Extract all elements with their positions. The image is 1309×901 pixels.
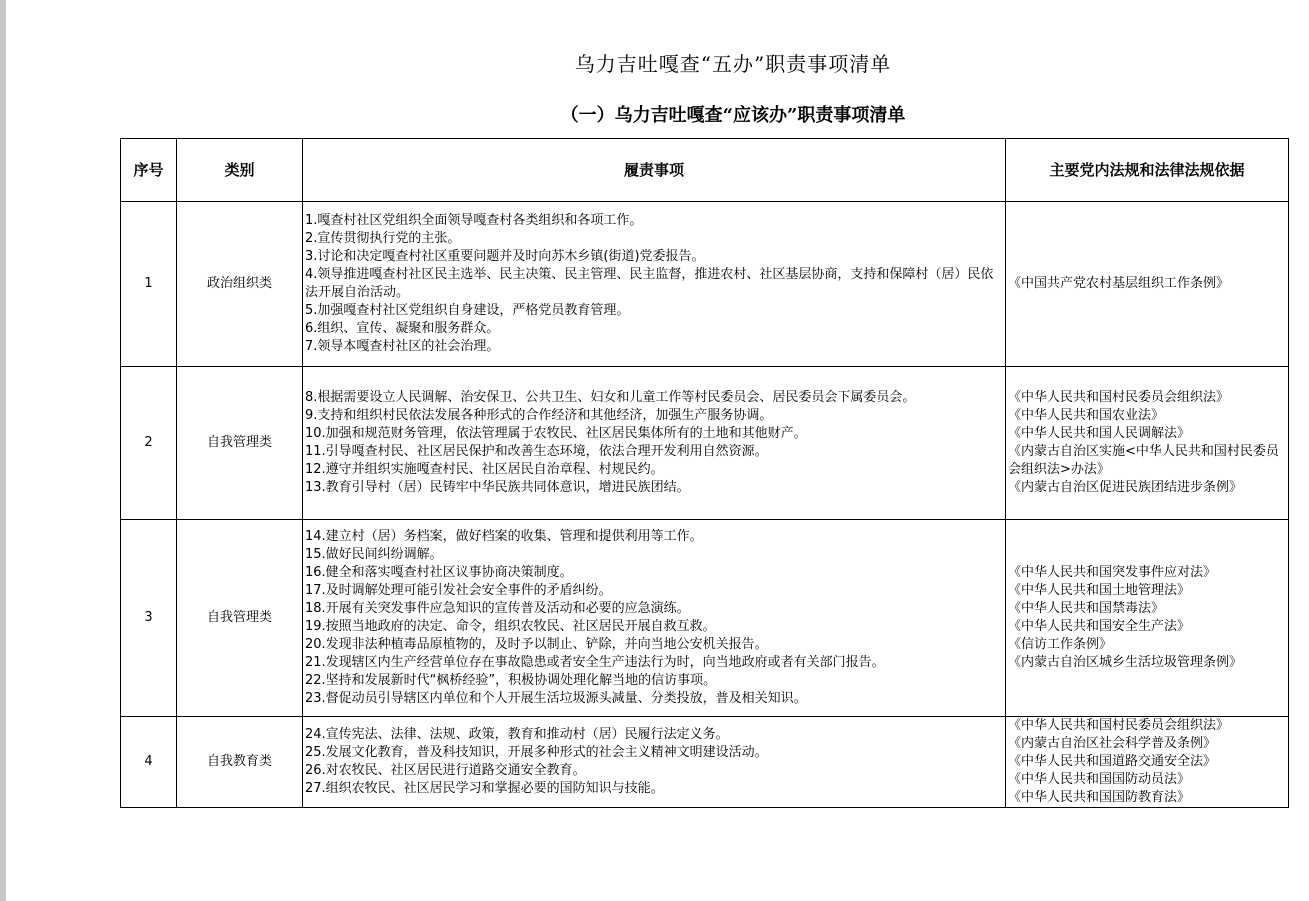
duty-item: 6.组织、宣传、凝聚和服务群众。: [305, 321, 500, 336]
duty-item: 15.做好民间纠纷调解。: [305, 547, 443, 562]
duty-item: 13.教育引导村（居）民铸牢中华民族共同体意识，增进民族团结。: [305, 480, 690, 495]
header-number: 序号: [121, 139, 177, 202]
header-category: 类别: [177, 139, 303, 202]
law-item: 《中华人民共和国安全生产法》: [1008, 619, 1191, 634]
table-row: [121, 717, 1289, 808]
duty-item: 20.发现非法种植毒品原植物的，及时予以制止、铲除，并向当地公安机关报告。: [305, 637, 768, 652]
duties-table: [120, 138, 1289, 808]
row-number: 2: [121, 367, 177, 520]
table-row: [121, 367, 1289, 520]
table-row: [121, 202, 1289, 367]
law-item: 《中华人民共和国村民委员会组织法》: [1008, 390, 1230, 405]
law-item: 《中国共产党农村基层组织工作条例》: [1008, 276, 1230, 291]
row-number: 4: [121, 717, 177, 808]
law-item: 《中华人民共和国国防动员法》: [1008, 772, 1191, 787]
document-subtitle: （一）乌力吉吐嘎查“应该办”职责事项清单: [560, 105, 906, 126]
row-duties: [303, 202, 1006, 367]
duty-item: 17.及时调解处理可能引发社会安全事件的矛盾纠纷。: [305, 583, 612, 598]
row-legal-basis: [1006, 520, 1289, 717]
row-legal-basis: [1006, 717, 1289, 808]
law-item: 《中华人民共和国土地管理法》: [1008, 583, 1191, 598]
duty-item: 26.对农牧民、社区居民进行道路交通安全教育。: [305, 763, 586, 778]
row-category: 自我教育类: [177, 717, 303, 808]
row-duties: [303, 717, 1006, 808]
duty-item: 12.遵守并组织实施嘎查村民、社区居民自治章程、村规民约。: [305, 462, 664, 477]
law-item: 《中华人民共和国村民委员会组织法》: [1008, 718, 1230, 733]
duty-item: 18.开展有关突发事件应急知识的宣传普及活动和必要的应急演练。: [305, 601, 690, 616]
row-legal-basis: [1006, 202, 1289, 367]
row-number: 1: [121, 202, 177, 367]
law-item: 《中华人民共和国道路交通安全法》: [1008, 754, 1217, 769]
row-duties: [303, 520, 1006, 717]
duty-item: 4.领导推进嘎查村社区民主选举、民主决策、民主管理、民主监督，推进农村、社区基层协商，支持和保障村（居）民依法开展自治活动。: [305, 267, 994, 300]
duty-item: 16.健全和落实嘎查村社区议事协商决策制度。: [305, 565, 573, 580]
law-item: 《中华人民共和国国防教育法》: [1008, 790, 1191, 805]
law-item: 《内蒙古自治区促进民族团结进步条例》: [1008, 480, 1243, 495]
law-item: 《中华人民共和国禁毒法》: [1008, 601, 1165, 616]
table-header-row: [121, 139, 1289, 202]
left-edge-bar: [0, 0, 6, 901]
law-item: 《中华人民共和国突发事件应对法》: [1008, 565, 1217, 580]
duty-item: 11.引导嘎查村民、社区居民保护和改善生态环境，依法合理开发利用自然资源。: [305, 444, 768, 459]
duty-item: 23.督促动员引导辖区内单位和个人开展生活垃圾源头减量、分类投放，普及相关知识。: [305, 691, 807, 706]
row-number: 3: [121, 520, 177, 717]
header-duties: 履责事项: [303, 139, 1006, 202]
row-category: 自我管理类: [177, 367, 303, 520]
duty-item: 14.建立村（居）务档案，做好档案的收集、管理和提供利用等工作。: [305, 529, 703, 544]
law-item: 《中华人民共和国农业法》: [1008, 408, 1165, 423]
header-legal-basis: 主要党内法规和法律法规依据: [1006, 139, 1289, 202]
duty-item: 7.领导本嘎查村社区的社会治理。: [305, 339, 500, 354]
table-row: [121, 520, 1289, 717]
row-legal-basis: [1006, 367, 1289, 520]
duty-item: 24.宣传宪法、法律、法规、政策，教育和推动村（居）民履行法定义务。: [305, 727, 729, 742]
duty-item: 22.坚持和发展新时代“枫桥经验”，积极协调处理化解当地的信访事项。: [305, 673, 717, 688]
duty-item: 2.宣传贯彻执行党的主张。: [305, 231, 461, 246]
duty-item: 10.加强和规范财务管理，依法管理属于农牧民、社区居民集体所有的土地和其他财产。: [305, 426, 807, 441]
law-item: 《内蒙古自治区社会科学普及条例》: [1008, 736, 1217, 751]
duty-item: 19.按照当地政府的决定、命令，组织农牧民、社区居民开展自救互救。: [305, 619, 716, 634]
duty-item: 9.支持和组织村民依法发展各种形式的合作经济和其他经济，加强生产服务协调。: [305, 408, 773, 423]
row-category: 自我管理类: [177, 520, 303, 717]
duty-item: 27.组织农牧民、社区居民学习和掌握必要的国防知识与技能。: [305, 781, 664, 796]
document-title: 乌力吉吐嘎查“五办”职责事项清单: [574, 52, 892, 76]
duty-item: 1.嘎查村社区党组织全面领导嘎查村各类组织和各项工作。: [305, 213, 643, 228]
duty-item: 5.加强嘎查村社区党组织自身建设，严格党员教育管理。: [305, 303, 630, 318]
law-item: 《内蒙古自治区实施<中华人民共和国村民委员会组织法>办法》: [1008, 444, 1279, 477]
law-item: 《内蒙古自治区城乡生活垃圾管理条例》: [1008, 655, 1243, 670]
duty-item: 3.讨论和决定嘎查村社区重要问题并及时向苏木乡镇(街道)党委报告。: [305, 249, 705, 264]
duty-item: 8.根据需要设立人民调解、治安保卫、公共卫生、妇女和儿童工作等村民委员会、居民委员会下属委员会。: [305, 390, 916, 405]
law-item: 《信访工作条例》: [1008, 637, 1113, 652]
duty-item: 21.发现辖区内生产经营单位存在事故隐患或者安全生产违法行为时，向当地政府或者有关部门报告。: [305, 655, 885, 670]
law-item: 《中华人民共和国人民调解法》: [1008, 426, 1191, 441]
row-duties: [303, 367, 1006, 520]
row-category: 政治组织类: [177, 202, 303, 367]
duty-item: 25.发展文化教育，普及科技知识，开展多种形式的社会主义精神文明建设活动。: [305, 745, 768, 760]
